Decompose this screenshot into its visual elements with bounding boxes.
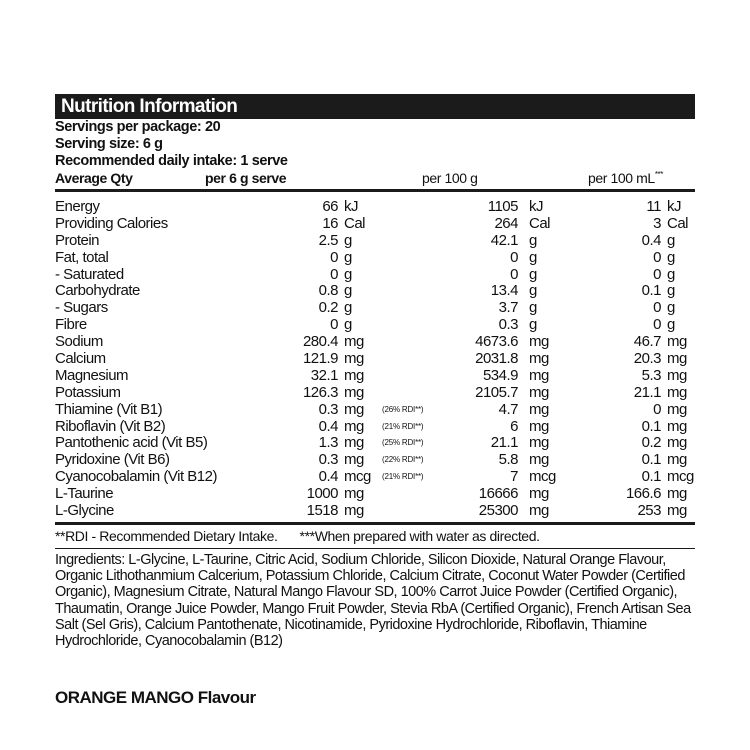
nutrient-label: Fibre	[55, 316, 87, 334]
nutrient-row	[55, 351, 695, 368]
per-100ml-value: 0.2	[641, 434, 661, 452]
per-serve-value: 1000	[306, 485, 338, 503]
nutrient-label: - Sugars	[55, 299, 108, 317]
per-serve-value: 32.1	[310, 366, 338, 384]
per-100ml-unit: mg	[667, 366, 687, 384]
per-100ml-value: 11	[646, 198, 661, 215]
per-100g-value: 42.1	[490, 231, 518, 249]
nutrient-row	[55, 469, 695, 486]
flavour-label: ORANGE MANGO Flavour	[55, 688, 256, 707]
ingredients-divider	[55, 548, 695, 549]
nutrient-row	[55, 267, 695, 284]
per-100g-value: 0	[510, 248, 518, 266]
per-100ml-value: 0.4	[641, 231, 661, 249]
nutrient-row	[55, 486, 695, 503]
per-100ml-unit: g	[667, 265, 675, 283]
per-100g-unit: g	[529, 299, 537, 317]
nutrient-label: Riboflavin (Vit B2)	[55, 417, 166, 435]
per-100ml-value: 3	[653, 214, 661, 232]
rdi-percent: (21% RDI**)	[382, 472, 424, 482]
per-100ml-value: 46.7	[633, 333, 661, 351]
per-100g-unit: g	[529, 316, 537, 334]
nutrient-row	[55, 216, 695, 233]
header-per-serve: per 6 g serve	[205, 170, 287, 186]
nutrient-label: Pyridoxine (Vit B6)	[55, 451, 170, 469]
per-100g-value: 264	[494, 214, 518, 232]
per-serve-unit: mg	[344, 485, 364, 503]
table-bottom-divider	[55, 522, 695, 525]
per-100ml-unit: mg	[667, 502, 687, 520]
per-serve-value: 66	[322, 198, 338, 215]
per-100ml-value: 0.1	[641, 451, 661, 469]
per-100g-value: 1105	[487, 198, 518, 215]
per-serve-unit: mg	[344, 502, 364, 520]
per-serve-value: 126.3	[302, 383, 338, 401]
per-serve-unit: kJ	[344, 198, 358, 215]
per-serve-unit: mg	[344, 400, 364, 418]
nutrient-label: Providing Calories	[55, 214, 168, 232]
per-100ml-value: 0	[653, 316, 661, 334]
per-100g-unit: mg	[529, 400, 549, 418]
nutrient-label: Fat, total	[55, 248, 109, 266]
recommended-intake: Recommended daily intake: 1 serve	[55, 153, 288, 169]
per-100g-value: 534.9	[482, 366, 518, 384]
per-serve-value: 0	[330, 316, 338, 334]
nutrient-row	[55, 402, 695, 419]
per-100g-value: 0.3	[498, 316, 518, 334]
per-100ml-unit: g	[667, 316, 675, 334]
per-serve-unit: g	[344, 231, 352, 249]
per-100g-unit: g	[529, 231, 537, 249]
per-100ml-value: 0.1	[641, 468, 661, 486]
per-serve-unit: mcg	[344, 468, 371, 486]
per-serve-value: 280.4	[302, 333, 338, 351]
header-per-100ml-label: per 100 mL	[588, 170, 655, 186]
per-100ml-unit: g	[667, 248, 675, 266]
header-divider	[55, 189, 695, 192]
per-100g-unit: mcg	[529, 468, 556, 486]
nutrient-row	[55, 233, 695, 250]
per-serve-unit: mg	[344, 366, 364, 384]
per-100ml-unit: mg	[667, 434, 687, 452]
per-100g-value: 2031.8	[475, 350, 518, 368]
per-serve-value: 0.2	[318, 299, 338, 317]
per-100ml-unit: g	[667, 282, 675, 300]
per-100ml-unit: kJ	[667, 198, 681, 215]
per-100g-value: 13.4	[490, 282, 518, 300]
header-per-100ml	[588, 170, 663, 187]
per-serve-value: 0.4	[318, 468, 338, 486]
per-100ml-value: 20.3	[633, 350, 661, 368]
per-100g-value: 6	[510, 417, 518, 435]
per-serve-value: 16	[322, 214, 338, 232]
per-serve-value: 0	[330, 248, 338, 266]
per-serve-value: 0	[330, 265, 338, 283]
nutrient-row	[55, 368, 695, 385]
nutrient-row	[55, 385, 695, 402]
per-100g-value: 7	[510, 468, 518, 486]
per-serve-value: 1518	[306, 502, 338, 520]
column-headers	[55, 170, 695, 187]
per-serve-value: 0.3	[318, 451, 338, 469]
per-serve-value: 2.5	[318, 231, 338, 249]
nutrient-label: L-Glycine	[55, 502, 114, 520]
nutrient-row	[55, 250, 695, 267]
rdi-percent: (25% RDI**)	[382, 438, 424, 448]
rdi-percent: (22% RDI**)	[382, 455, 424, 465]
per-100g-unit: g	[529, 248, 537, 266]
footnote-rdi: **RDI - Recommended Dietary Intake.	[55, 527, 278, 544]
nutrient-label: Sodium	[55, 333, 103, 351]
per-100ml-unit: mg	[667, 417, 687, 435]
per-100g-value: 25300	[478, 502, 518, 520]
per-100g-unit: mg	[529, 350, 549, 368]
nutrient-row	[55, 419, 695, 436]
per-serve-unit: g	[344, 299, 352, 317]
per-100g-unit: mg	[529, 485, 549, 503]
per-100ml-unit: g	[667, 231, 675, 249]
per-100ml-value: 0	[653, 400, 661, 418]
per-100g-unit: kJ	[529, 198, 543, 215]
nutrient-label: Carbohydrate	[55, 282, 140, 300]
nutrient-label: Thiamine (Vit B1)	[55, 400, 163, 418]
per-100g-value: 2105.7	[475, 383, 518, 401]
per-100g-unit: mg	[529, 502, 549, 520]
nutrient-row	[55, 503, 695, 520]
rdi-percent: (21% RDI**)	[382, 421, 424, 431]
nutrient-row	[55, 317, 695, 334]
serving-info	[55, 119, 695, 170]
nutrient-label: Cyanocobalamin (Vit B12)	[55, 468, 217, 486]
per-serve-unit: mg	[344, 434, 364, 452]
per-100g-unit: g	[529, 265, 537, 283]
header-average-qty: Average Qty	[55, 170, 133, 186]
rdi-percent: (26% RDI**)	[382, 404, 424, 414]
per-100ml-value: 21.1	[633, 383, 661, 401]
nutrient-row	[55, 452, 695, 469]
nutrient-label: Protein	[55, 231, 100, 249]
nutrient-row	[55, 435, 695, 452]
nutrient-row	[55, 283, 695, 300]
per-serve-value: 0.4	[318, 417, 338, 435]
nutrient-label: Energy	[55, 198, 100, 215]
per-100g-unit: mg	[529, 451, 549, 469]
per-100g-value: 4.7	[498, 400, 518, 418]
per-serve-unit: g	[344, 316, 352, 334]
per-serve-value: 0.8	[318, 282, 338, 300]
per-serve-unit: mg	[344, 333, 364, 351]
per-100g-value: 3.7	[498, 299, 518, 317]
header-per-100g: per 100 g	[422, 170, 478, 186]
footnotes	[55, 528, 695, 545]
per-100ml-value: 166.6	[625, 485, 661, 503]
per-100ml-unit: g	[667, 299, 675, 317]
per-100ml-value: 5.3	[641, 366, 661, 384]
per-100ml-unit: mg	[667, 333, 687, 351]
nutrient-row	[55, 199, 695, 216]
per-serve-unit: mg	[344, 350, 364, 368]
per-serve-unit: mg	[344, 451, 364, 469]
nutrient-row	[55, 334, 695, 351]
per-100g-value: 0	[510, 265, 518, 283]
per-100g-unit: mg	[529, 333, 549, 351]
per-serve-value: 1.3	[318, 434, 338, 452]
per-100ml-unit: mg	[667, 350, 687, 368]
per-serve-unit: mg	[344, 383, 364, 401]
nutrition-panel	[55, 94, 695, 649]
per-100ml-value: 0	[653, 265, 661, 283]
per-100g-unit: mg	[529, 434, 549, 452]
per-100ml-value: 0.1	[641, 282, 661, 300]
per-100ml-value: 0.1	[641, 417, 661, 435]
nutrient-label: L-Taurine	[55, 485, 114, 503]
per-100ml-unit: mg	[667, 400, 687, 418]
nutrient-label: Magnesium	[55, 366, 129, 384]
ingredients-text: Ingredients: L-Glycine, L-Taurine, Citric Acid, Sodium Chloride, Silicon Dioxide, Natural Orange Flavour, Organic Lithothanmium Calcerium, Potassium Chloride, Calcium Citrate, Coconut Water Powder (Certified Organic), Magnesium Citrate, Natural Mango Flavour SD, 100% Carrot Juice Powder (Certified Organic), Thaumatin, Orange Juice Powder, Mango Fruit Powder, Stevia RbA (Certified Organic), French Artisan Sea Salt (Sel Gris), Calcium Pantothenate, Nicotinamide, Pyridoxine Hydrochloride, Riboflavin, Thiamine Hydrochloride, Cyanocobalamin (B12)	[55, 551, 691, 649]
per-serve-value: 121.9	[302, 350, 338, 368]
per-100ml-unit: mg	[667, 485, 687, 503]
per-serve-unit: g	[344, 265, 352, 283]
nutrient-label: Calcium	[55, 350, 106, 368]
per-100g-unit: g	[529, 282, 537, 300]
nutrient-label: - Saturated	[55, 265, 124, 283]
per-100g-value: 5.8	[498, 451, 518, 469]
footnote-water: ***When prepared with water as directed.	[299, 527, 540, 544]
per-100ml-unit: mg	[667, 451, 687, 469]
per-100g-unit: mg	[529, 366, 549, 384]
panel-title: Nutrition Information	[55, 94, 695, 119]
per-100ml-unit: Cal	[667, 214, 689, 232]
per-100g-value: 21.1	[490, 434, 518, 452]
header-per-100ml-mark: ***	[654, 170, 663, 179]
nutrient-label: Pantothenic acid (Vit B5)	[55, 434, 208, 452]
per-serve-unit: Cal	[344, 214, 366, 232]
per-100g-value: 16666	[478, 485, 518, 503]
nutrient-rows	[55, 199, 695, 520]
nutrient-label: Potassium	[55, 383, 121, 401]
per-100ml-value: 0	[653, 248, 661, 266]
per-100ml-value: 0	[653, 299, 661, 317]
per-100ml-unit: mg	[667, 383, 687, 401]
per-100ml-value: 253	[637, 502, 661, 520]
per-100g-unit: Cal	[529, 214, 551, 232]
per-100ml-unit: mcg	[667, 468, 694, 486]
nutrient-row	[55, 300, 695, 317]
per-serve-value: 0.3	[318, 400, 338, 418]
per-serve-unit: g	[344, 248, 352, 266]
per-serve-unit: g	[344, 282, 352, 300]
per-100g-unit: mg	[529, 383, 549, 401]
per-serve-unit: mg	[344, 417, 364, 435]
per-100g-value: 4673.6	[475, 333, 518, 351]
servings-per-package: Servings per package: 20	[55, 119, 221, 135]
serving-size: Serving size: 6 g	[55, 136, 163, 152]
per-100g-unit: mg	[529, 417, 549, 435]
